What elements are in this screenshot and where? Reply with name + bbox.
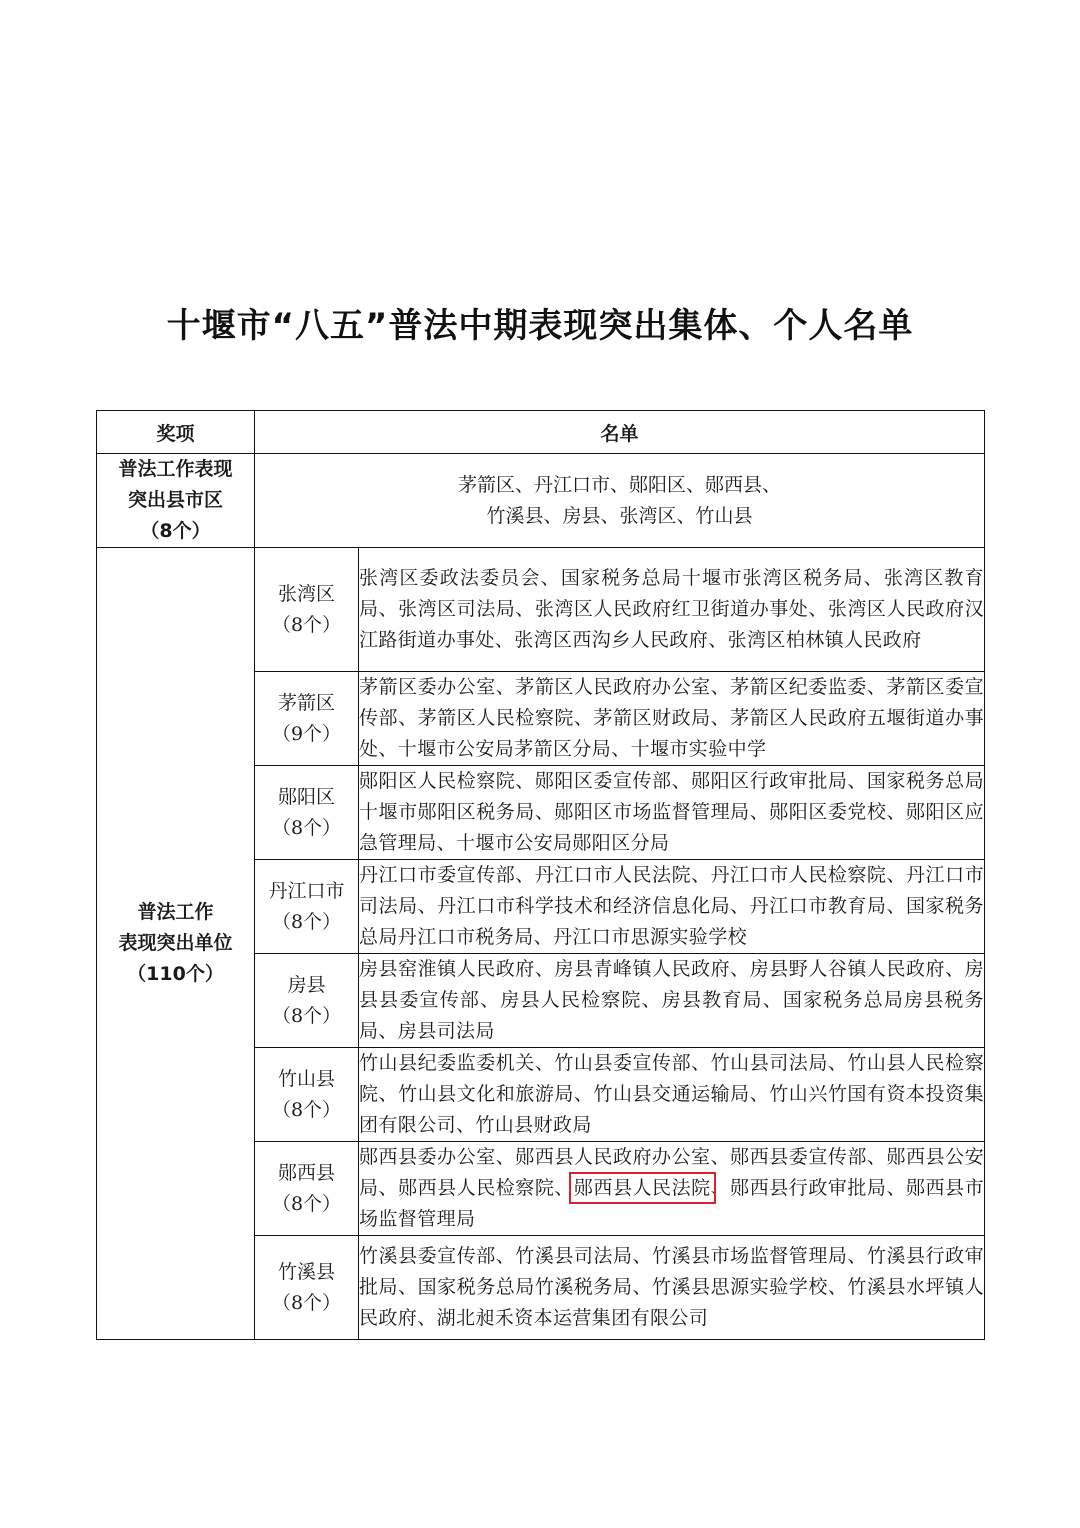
unit-award-label: 普法工作 表现突出单位 （110个） — [97, 548, 255, 1340]
county-award-names: 茅箭区、丹江口市、郧阳区、郧西县、 竹溪县、房县、张湾区、竹山县 — [255, 454, 985, 548]
units-text-after: 、郧西县行政审批局、郧西县市场监督管理局 — [359, 1177, 984, 1230]
district-units: 张湾区委政法委员会、国家税务总局十堰市张湾区税务局、张湾区教育局、张湾区司法局、张湾区人民政府红卫街道办事处、张湾区人民政府汉江路街道办事处、张湾区西沟乡人民政府、张湾区柏林镇人民政府 — [359, 548, 985, 672]
district-cell: 张湾区 （8个） — [255, 548, 359, 672]
district-cell: 竹溪县 （8个） — [255, 1236, 359, 1340]
district-units: 丹江口市委宣传部、丹江口市人民法院、丹江口市人民检察院、丹江口市司法局、丹江口市科学技术和经济信息化局、丹江口市教育局、国家税务总局丹江口市税务局、丹江口市思源实验学校 — [359, 860, 985, 954]
district-units: 房县窑淮镇人民政府、房县青峰镇人民政府、房县野人谷镇人民政府、房县县委宣传部、房县人民检察院、房县教育局、国家税务总局房县税务局、房县司法局 — [359, 954, 985, 1048]
district-units: 竹溪县委宣传部、竹溪县司法局、竹溪县市场监督管理局、竹溪县行政审批局、国家税务总局竹溪税务局、竹溪县思源实验学校、竹溪县水坪镇人民政府、湖北昶禾资本运营集团有限公司 — [359, 1236, 985, 1340]
header-award: 奖项 — [97, 411, 255, 454]
district-cell: 郧西县 （8个） — [255, 1142, 359, 1236]
award-table — [96, 410, 985, 1340]
district-cell: 茅箭区 （9个） — [255, 672, 359, 766]
units-text-before: 郧西县委办公室、郧西县人民政府办公室、郧西县委宣传部、郧西县公安局、郧西县人民检察院、 — [359, 1146, 985, 1199]
district-units — [359, 1142, 985, 1236]
district-units: 竹山县纪委监委机关、竹山县委宣传部、竹山县司法局、竹山县人民检察院、竹山县文化和旅游局、竹山县交通运输局、竹山兴竹国有资本投资集团有限公司、竹山县财政局 — [359, 1048, 985, 1142]
district-cell: 房县 （8个） — [255, 954, 359, 1048]
district-cell: 郧阳区 （8个） — [255, 766, 359, 860]
table-header-row — [97, 411, 985, 454]
highlighted-unit: 郧西县人民法院 — [573, 1177, 711, 1199]
district-units: 郧阳区人民检察院、郧阳区委宣传部、郧阳区行政审批局、国家税务总局十堰市郧阳区税务局、郧阳区市场监督管理局、郧阳区委党校、郧阳区应急管理局、十堰市公安局郧阳区分局 — [359, 766, 985, 860]
county-award-row — [97, 454, 985, 548]
district-units: 茅箭区委办公室、茅箭区人民政府办公室、茅箭区纪委监委、茅箭区委宣传部、茅箭区人民检察院、茅箭区财政局、茅箭区人民政府五堰街道办事处、十堰市公安局茅箭区分局、十堰市实验中学 — [359, 672, 985, 766]
header-names: 名单 — [255, 411, 985, 454]
table-row — [97, 548, 985, 672]
district-cell: 丹江口市 （8个） — [255, 860, 359, 954]
county-award-label: 普法工作表现 突出县市区 （8个） — [97, 454, 255, 548]
district-cell: 竹山县 （8个） — [255, 1048, 359, 1142]
page-title: 十堰市“八五”普法中期表现突出集体、个人名单 — [166, 306, 914, 346]
